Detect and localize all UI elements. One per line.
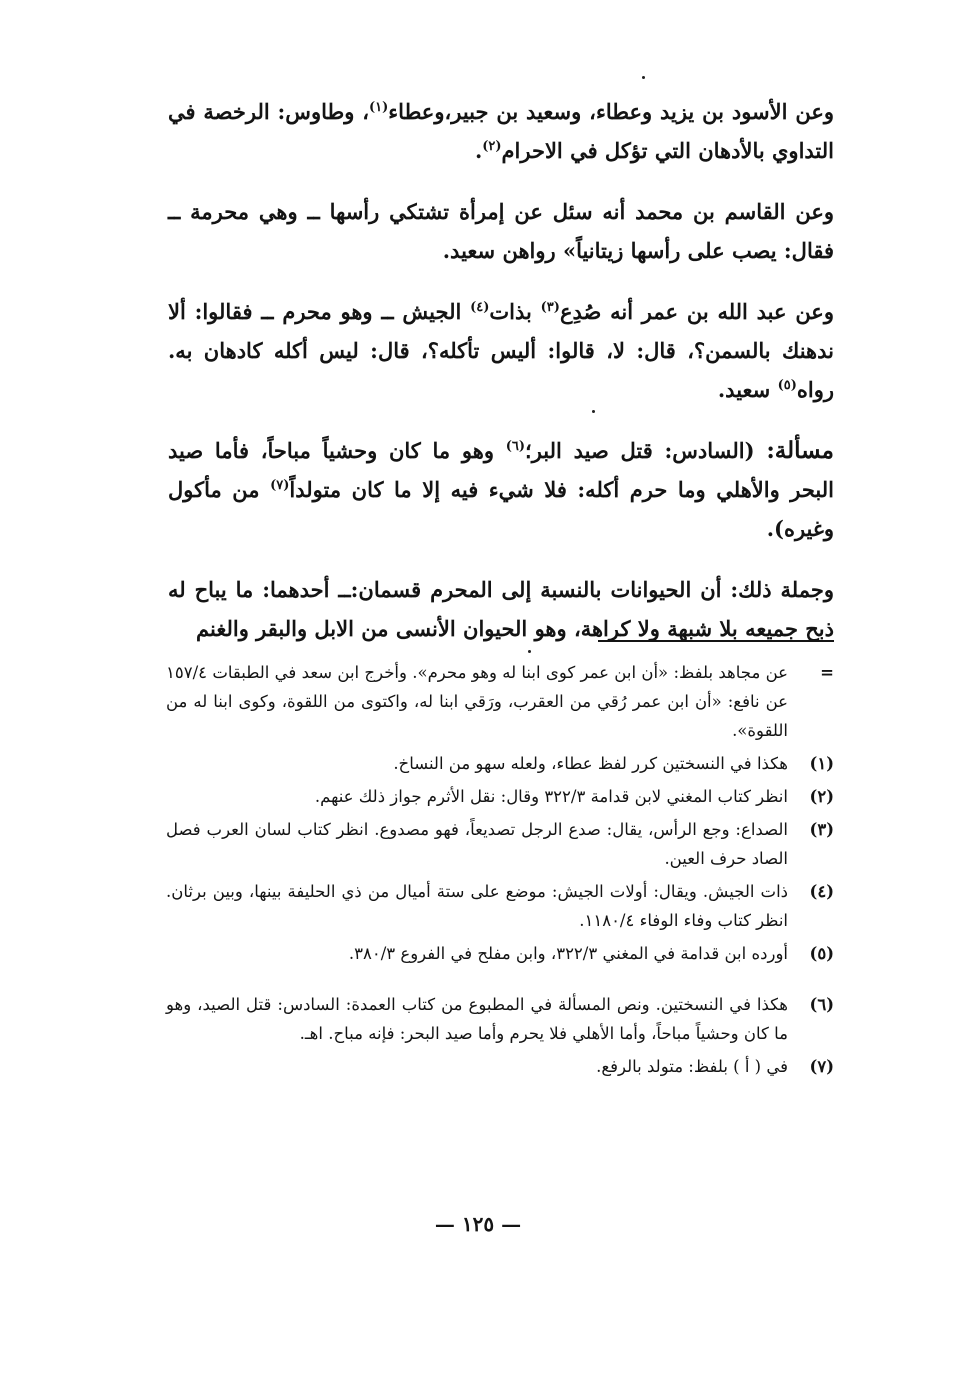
footnote-ref-5: (٥) — [777, 378, 797, 393]
footnote-text: انظر كتاب المغني لابن قدامة ٣٢٢/٣ وقال: نقل الأثرم جواز ذلك عنهم. — [314, 787, 788, 806]
footnote-ref-1: (١) — [369, 100, 389, 115]
footnote-ref-7: (٧) — [270, 478, 290, 493]
footnote-text: أورده ابن قدامة في المغني ٣٢٢/٣، وابن مفلح في الفروع ٣٨٠/٣. — [348, 944, 788, 963]
footnote-ref-4: (٤) — [470, 300, 490, 315]
page-number: — ١٢٥ — — [434, 1212, 522, 1236]
footnote-number: (٥) — [809, 944, 834, 963]
paragraph-4 — [168, 431, 834, 548]
paragraph-3-text-d: سعيد. — [717, 377, 778, 402]
footnote-number: (٣) — [809, 820, 834, 839]
footnote-ref-6: (٦) — [505, 439, 526, 454]
footnotes — [166, 658, 834, 1085]
footnote-5 — [166, 939, 834, 968]
footnote-text: في ( أ ) بلفظ: متولد بالرفع. — [596, 1057, 788, 1076]
footnote-number: (١) — [809, 754, 834, 773]
footnote-7 — [166, 1052, 834, 1081]
paragraph-4-text-c: من مأكول وغيره). — [168, 477, 834, 541]
paragraph-1-text-c: . — [474, 138, 483, 163]
paragraph-5 — [168, 570, 834, 648]
paragraph-3-text-c: الجيش ــ وهو محرم ــ فقالوا: ألا ندهنك بالسمن؟، قال: لا، قالوا: أليس تأكله؟، قال: ليس أكله كادهان به. رواه — [168, 299, 834, 402]
footnote-marker: = — [820, 663, 834, 682]
footnote-text: عن مجاهد بلفظ: «أن ابن عمر كوى ابنا له وهو محرم». وأخرج ابن سعد في الطبقات ١٥٧/٤ عن نافع: «أن ابن عمر رُقي من العقرب، ورَقي ابنا له، واكتوى من اللقوة، وكوى ابنا له من اللقوة». — [166, 663, 788, 740]
paragraph-3-text-a: وعن عبد الله بن عمر أنه صُدِع — [559, 299, 834, 324]
scan-speck — [642, 76, 645, 79]
main-text — [168, 92, 834, 670]
footnote-text: هكذا في النسختين. ونص المسألة في المطبوع من كتاب العمدة: السادس: قتل الصيد، وهو ما كان وحشياً مباحاً، وأما الأهلي فلا يحرم وأما صيد البحر: فإنه مباح. اهـ. — [166, 995, 788, 1043]
footnote-3 — [166, 815, 834, 873]
paragraph-1-text-a: وعن الأسود بن يزيد وعطاء، وسعيد بن جبير،وعطاء — [388, 99, 834, 124]
footnote-2 — [166, 782, 834, 811]
footnote-number: (٦) — [809, 995, 834, 1014]
paragraph-4-text-b: وهو ما كان وحشياً مباحاً، فأما صيد البحر والأهلي وما حرم أكله: فلا شيء فيه إلا ما كان متولداً — [168, 438, 835, 502]
footnote-ref-3: (٣) — [540, 300, 560, 315]
paragraph-4-text-a: (السادس: قتل صيد البر؛ — [525, 438, 767, 463]
footnote-text: الصداع: وجع الرأس، يقال: صدع الرجل تصديعاً، فهو مصدوع. انظر كتاب لسان العرب فصل الصاد حرف العين. — [166, 820, 788, 868]
scan-speck — [528, 650, 531, 653]
scan-speck — [592, 410, 595, 413]
paragraph-2 — [168, 192, 834, 270]
paragraph-3-text-b: بذات — [489, 299, 541, 324]
footnote-4 — [166, 877, 834, 935]
paragraph-2-text: وعن القاسم بن محمد أنه سئل عن إمرأة تشتكي رأسها ــ وهي محرمة ــ فقال: يصب على رأسها زيتانياً» رواهن سعيد. — [168, 199, 834, 263]
footnote-text: ذات الجيش. ويقال: أولات الجيش: موضع على ستة أميال من ذي الحليفة بينها، وبين برثان. انظر كتاب وفاء الوفاء ١١٨٠/٤. — [166, 882, 788, 930]
paragraph-5-text: وجملة ذلك: أن الحيوانات بالنسبة إلى المحرم قسمان:ــ أحدهما: ما يباح له ذبح جميعه بلا شبهة ولا كراهة، وهو الحيوان الأنسى من الابل والبقر والغنم — [168, 577, 834, 641]
footnote-1 — [166, 749, 834, 778]
footnote-ref-2: (٢) — [482, 139, 502, 154]
paragraph-3 — [168, 292, 834, 409]
footnote-number: (٤) — [809, 882, 834, 901]
paragraph-1-text-b: ، وطاوس: الرخصة في التداوي بالأدهان التي تؤكل في الاحرام — [168, 99, 834, 163]
footnote-separator — [598, 640, 834, 642]
paragraph-1 — [168, 92, 834, 170]
footnote-number: (٢) — [809, 787, 834, 806]
footnote-text: هكذا في النسختين كرر لفظ عطاء، ولعله سهو من النساخ. — [393, 754, 788, 773]
footnote-6 — [166, 990, 834, 1048]
footnote-continuation — [166, 658, 834, 745]
masala-heading: مسألة: — [766, 437, 834, 464]
footnote-number: (٧) — [809, 1057, 834, 1076]
